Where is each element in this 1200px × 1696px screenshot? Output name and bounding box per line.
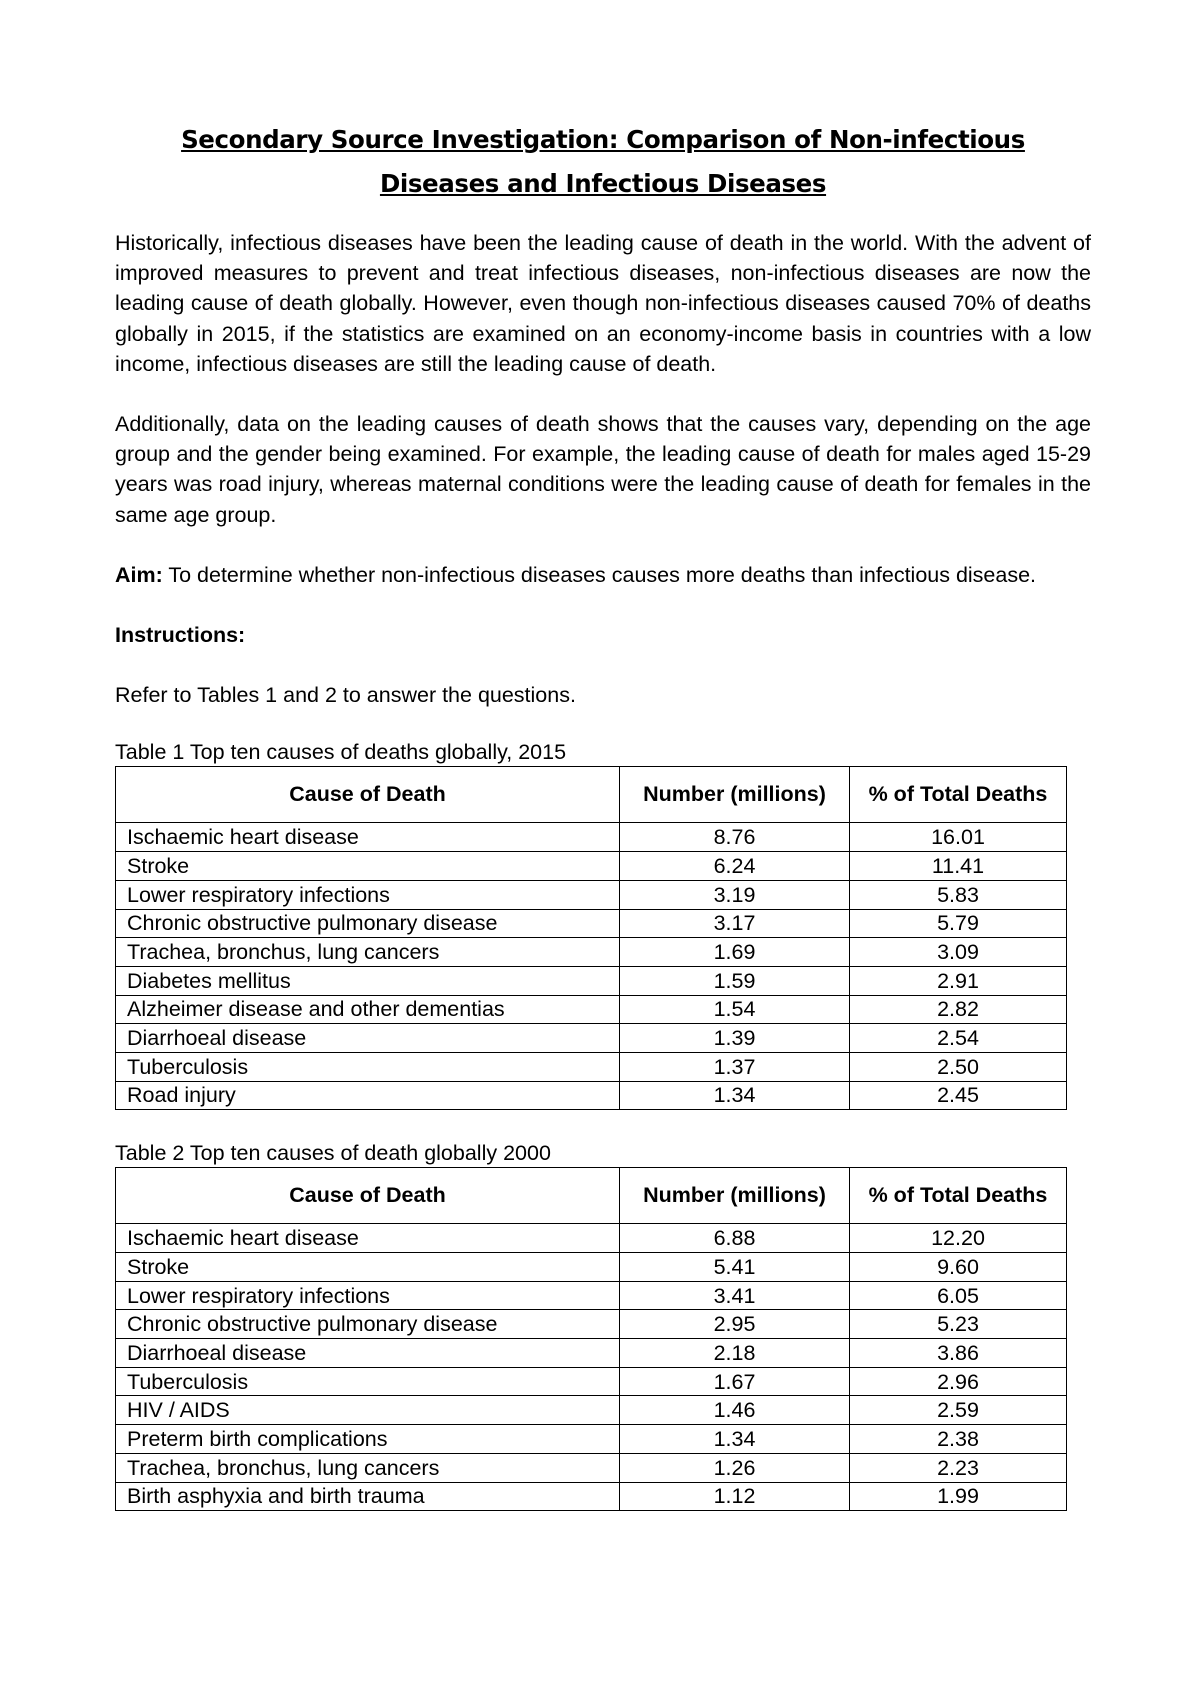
cell-cause: Tuberculosis: [116, 1367, 620, 1396]
title-line-2: Diseases and Infectious Diseases: [379, 169, 827, 198]
cell-number: 3.17: [620, 909, 850, 938]
table-row: [116, 1367, 1067, 1396]
cell-number: 3.41: [620, 1281, 850, 1310]
cell-percent: 2.96: [850, 1367, 1067, 1396]
table2-body: [116, 1224, 1067, 1511]
table-header-row: [116, 1168, 1067, 1224]
table1-body: [116, 823, 1067, 1110]
cell-percent: 3.09: [850, 938, 1067, 967]
intro-paragraph: Historically, infectious diseases have been the leading cause of death in the world. With the advent of improved measures to prevent and treat infectious diseases, non-infectious diseases are now the leading cause of death globally. However, even though non-infectious diseases caused 70% of deaths globally in 2015, if the statistics are examined on an economy-income basis in countries with a low income, infectious diseases are still the leading cause of death.: [115, 231, 1091, 376]
cell-number: 1.39: [620, 1024, 850, 1053]
cell-cause: Trachea, bronchus, lung cancers: [116, 938, 620, 967]
cell-number: 3.19: [620, 880, 850, 909]
cell-percent: 1.99: [850, 1482, 1067, 1511]
cell-percent: 2.82: [850, 995, 1067, 1024]
cell-number: 8.76: [620, 823, 850, 852]
cell-percent: 2.91: [850, 966, 1067, 995]
cell-percent: 2.50: [850, 1052, 1067, 1081]
cell-percent: 12.20: [850, 1224, 1067, 1253]
cell-cause: HIV / AIDS: [116, 1396, 620, 1425]
cell-percent: 2.59: [850, 1396, 1067, 1425]
cell-number: 5.41: [620, 1253, 850, 1282]
cell-number: 1.26: [620, 1453, 850, 1482]
table-row: [116, 1453, 1067, 1482]
cell-percent: 2.38: [850, 1425, 1067, 1454]
instructions-heading: Instructions:: [115, 623, 246, 648]
cell-cause: Road injury: [116, 1081, 620, 1110]
cell-percent: 2.23: [850, 1453, 1067, 1482]
cell-cause: Chronic obstructive pulmonary disease: [116, 909, 620, 938]
cell-number: 1.69: [620, 938, 850, 967]
header-cause: Cause of Death: [116, 767, 620, 823]
table-row: [116, 1281, 1067, 1310]
cell-number: 6.88: [620, 1224, 850, 1253]
cell-cause: Tuberculosis: [116, 1052, 620, 1081]
cell-number: 1.59: [620, 966, 850, 995]
cell-number: 2.18: [620, 1339, 850, 1368]
cell-percent: 2.54: [850, 1024, 1067, 1053]
cell-percent: 6.05: [850, 1281, 1067, 1310]
table1: [115, 766, 1067, 1110]
table-row: [116, 909, 1067, 938]
cell-number: 1.54: [620, 995, 850, 1024]
table-row: [116, 1081, 1067, 1110]
cell-cause: Stroke: [116, 852, 620, 881]
header-percent: % of Total Deaths: [850, 1168, 1067, 1224]
cell-cause: Preterm birth complications: [116, 1425, 620, 1454]
cell-cause: Chronic obstructive pulmonary disease: [116, 1310, 620, 1339]
cell-number: 1.12: [620, 1482, 850, 1511]
table-row: [116, 1425, 1067, 1454]
cell-number: 1.34: [620, 1425, 850, 1454]
table-row: [116, 995, 1067, 1024]
cell-cause: Ischaemic heart disease: [116, 1224, 620, 1253]
cell-cause: Diarrhoeal disease: [116, 1339, 620, 1368]
cell-percent: 9.60: [850, 1253, 1067, 1282]
cell-percent: 3.86: [850, 1339, 1067, 1368]
table-row: [116, 1396, 1067, 1425]
table-row: [116, 852, 1067, 881]
aim-label: Aim:: [115, 562, 163, 587]
cell-cause: Diarrhoeal disease: [116, 1024, 620, 1053]
table-row: [116, 1024, 1067, 1053]
header-cause: Cause of Death: [116, 1168, 620, 1224]
table-row: [116, 966, 1067, 995]
cell-number: 6.24: [620, 852, 850, 881]
table2-caption: Table 2 Top ten causes of death globally 2000: [115, 1141, 551, 1166]
cell-cause: Birth asphyxia and birth trauma: [116, 1482, 620, 1511]
table-row: [116, 938, 1067, 967]
document-page: [115, 118, 1091, 1511]
table-row: [116, 1310, 1067, 1339]
cell-cause: Alzheimer disease and other dementias: [116, 995, 620, 1024]
title-line-1: Secondary Source Investigation: Comparison of Non-infectious: [181, 125, 1025, 154]
header-percent: % of Total Deaths: [850, 767, 1067, 823]
document-title: [115, 118, 1091, 206]
header-number: Number (millions): [620, 1168, 850, 1224]
cell-percent: 5.23: [850, 1310, 1067, 1339]
cell-cause: Diabetes mellitus: [116, 966, 620, 995]
cell-percent: 2.45: [850, 1081, 1067, 1110]
table-row: [116, 1052, 1067, 1081]
cell-percent: 16.01: [850, 823, 1067, 852]
cell-number: 1.67: [620, 1367, 850, 1396]
aim-text: To determine whether non-infectious diseases causes more deaths than infectious disease.: [162, 562, 1037, 587]
table-header-row: [116, 767, 1067, 823]
header-number: Number (millions): [620, 767, 850, 823]
cell-number: 2.95: [620, 1310, 850, 1339]
table-row: [116, 1224, 1067, 1253]
cell-cause: Lower respiratory infections: [116, 1281, 620, 1310]
cell-number: 1.46: [620, 1396, 850, 1425]
cell-percent: 5.83: [850, 880, 1067, 909]
cell-cause: Stroke: [116, 1253, 620, 1282]
cell-percent: 11.41: [850, 852, 1067, 881]
table-row: [116, 1482, 1067, 1511]
cell-cause: Lower respiratory infections: [116, 880, 620, 909]
age-gender-paragraph: Additionally, data on the leading causes of death shows that the causes vary, depending on the age group and the gender being examined. For example, the leading cause of death for males aged 15-29 years was road injury, whereas maternal conditions were the leading cause of death for females in the same age group.: [115, 412, 1091, 527]
instructions-text: Refer to Tables 1 and 2 to answer the questions.: [115, 683, 576, 708]
table-row: [116, 1339, 1067, 1368]
cell-cause: Trachea, bronchus, lung cancers: [116, 1453, 620, 1482]
cell-percent: 5.79: [850, 909, 1067, 938]
table-row: [116, 1253, 1067, 1282]
cell-number: 1.37: [620, 1052, 850, 1081]
table-row: [116, 823, 1067, 852]
cell-cause: Ischaemic heart disease: [116, 823, 620, 852]
table2: [115, 1167, 1067, 1511]
table1-caption: Table 1 Top ten causes of deaths globally, 2015: [115, 740, 567, 765]
cell-number: 1.34: [620, 1081, 850, 1110]
aim-paragraph: [115, 560, 1091, 590]
table-row: [116, 880, 1067, 909]
